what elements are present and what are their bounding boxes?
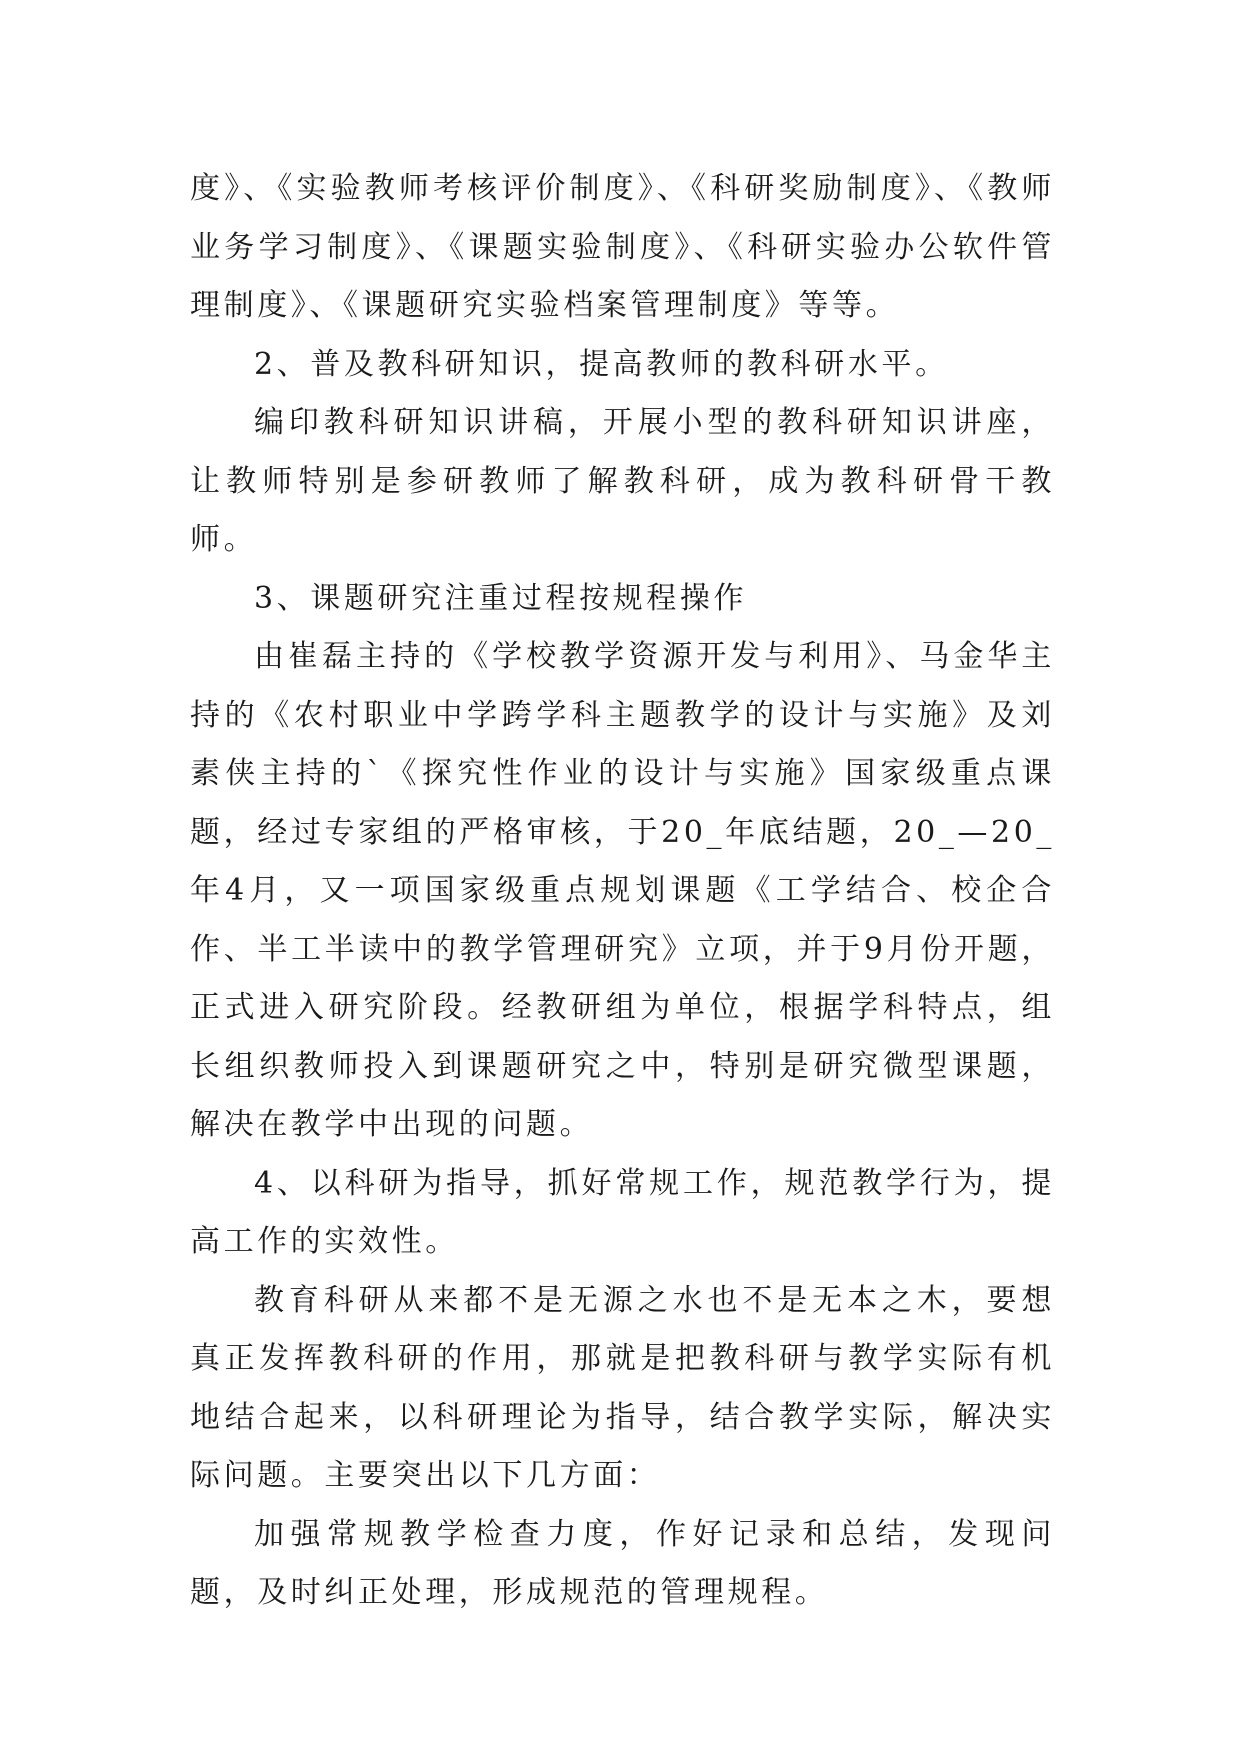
paragraph-system-list: 度》、《实验教师考核评价制度》、《科研奖励制度》、《教师业务学习制度》、《课题实验制度》、《科研实验办公软件管理制度》、《课题研究实验档案管理制度》等等。: [190, 171, 1055, 323]
section-heading-3: 3、课题研究注重过程按规程操作: [254, 580, 748, 616]
section-heading-2: 2、普及教科研知识，提高教师的教科研水平。: [254, 346, 949, 382]
paragraph-projects: 由崔磊主持的《学校教学资源开发与利用》、马金华主持的《农村职业中学跨学科主题教学的设计与实施》及刘素侠主持的`《探究性作业的设计与实施》国家级重点课题，经过专家组的严格审核，于20_年底结题，20_—20_年4月，又一项国家级重点规划课题《工学结合、校企合作、半工半读中的教学管理研究》立项，并于9月份开题，正式进入研究阶段。经教研组为单位，根据学科特点，组长组织教师投入到课题研究之中，特别是研究微型课题，解决在教学中出现的问题。: [190, 639, 1055, 1142]
paragraph-knowledge: 编印教科研知识讲稿，开展小型的教科研知识讲座，让教师特别是参研教师了解教科研，成为教科研骨干教师。: [190, 405, 1055, 557]
section-heading-4: 4、以科研为指导，抓好常规工作，规范教学行为，提高工作的实效性。: [190, 1165, 1055, 1259]
document-body: [190, 160, 1055, 1623]
paragraph-research: 教育科研从来都不是无源之水也不是无本之木，要想真正发挥教科研的作用，那就是把教科研与教学实际有机地结合起来，以科研理论为指导，结合教学实际，解决实际问题。主要突出以下几方面：: [190, 1282, 1055, 1493]
paragraph-inspection: 加强常规教学检查力度，作好记录和总结，发现问题，及时纠正处理，形成规范的管理规程。: [190, 1516, 1055, 1610]
